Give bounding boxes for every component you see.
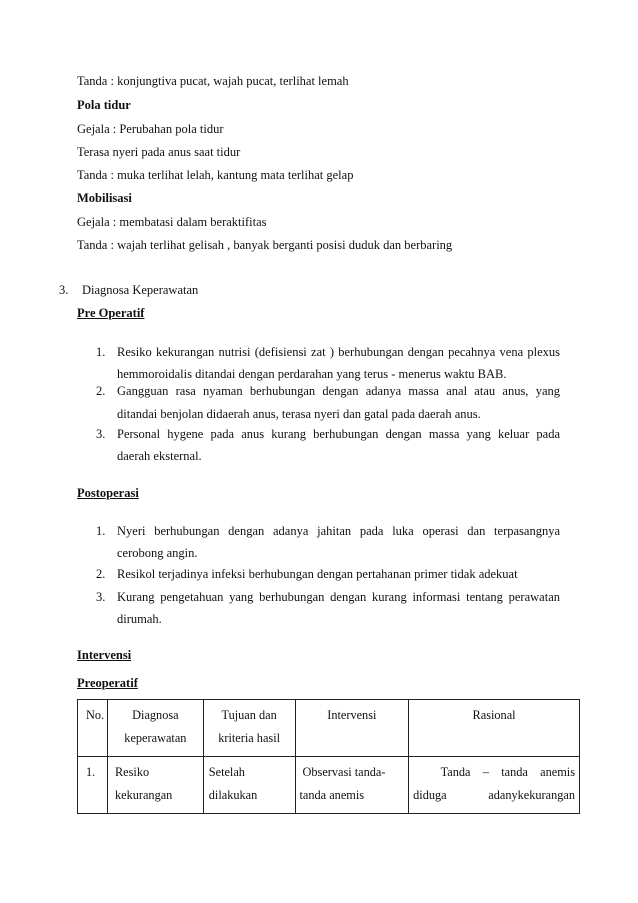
section-title: Diagnosa Keperawatan bbox=[82, 283, 199, 297]
header-no-label: No. bbox=[86, 708, 105, 722]
pre-item-3-line1: Personal hygene pada anus kurang berhubungan dengan massa yang keluar pada bbox=[117, 427, 560, 441]
row1-tujuan-line1: Setelah bbox=[208, 765, 245, 779]
pre-item-1-line1: Resiko kekurangan nutrisi (defisiensi zat ) berhubungan dengan pecahnya vena plexus bbox=[117, 345, 560, 359]
header-tujuan-line2: kriteria hasil bbox=[218, 731, 281, 745]
post-item-1-line1: Nyeri berhubungan dengan adanya jahitan pada luka operasi dan terpasangnya bbox=[117, 524, 560, 538]
pre-item-3-number: 3. bbox=[96, 427, 106, 441]
row1-rasional-line2-left: diduga bbox=[413, 788, 447, 802]
text-line-tanda-2: Tanda : muka terlihat lelah, kantung mata terlihat gelap bbox=[77, 168, 354, 182]
row1-diagnosa-line2: kekurangan bbox=[114, 788, 173, 802]
header-rasional bbox=[409, 700, 580, 757]
post-item-2-number: 2. bbox=[96, 567, 106, 581]
row1-intervensi bbox=[295, 757, 409, 814]
pre-item-2-line1: Gangguan rasa nyaman berhubungan dengan adanya massa anal atau anus, yang bbox=[117, 384, 560, 398]
heading-mobilisasi: Mobilisasi bbox=[77, 191, 132, 205]
row1-rasional bbox=[409, 757, 580, 814]
heading-preoperatif: Preoperatif bbox=[77, 676, 138, 690]
pre-item-2-line2: ditandai benjolan didaerah anus, terasa nyeri dan gatal pada daerah anus. bbox=[117, 407, 481, 421]
text-line-gejala-2: Gejala : membatasi dalam beraktifitas bbox=[77, 215, 267, 229]
row1-diagnosa-line1: Resiko bbox=[114, 765, 150, 779]
header-tujuan-line1: Tujuan dan bbox=[221, 708, 277, 722]
header-diagnosa-line1: Diagnosa bbox=[132, 708, 179, 722]
text-line-tanda-3: Tanda : wajah terlihat gelisah , banyak berganti posisi duduk dan berbaring bbox=[77, 238, 453, 252]
header-intervensi bbox=[295, 700, 409, 757]
row1-no-value: 1. bbox=[86, 765, 96, 779]
intervention-table bbox=[77, 699, 580, 814]
row1-rasional-line2 bbox=[413, 784, 575, 807]
header-rasional-label: Rasional bbox=[472, 708, 516, 722]
post-item-3-line2: dirumah. bbox=[117, 612, 162, 626]
heading-intervensi: Intervensi bbox=[77, 648, 132, 662]
post-item-1-line2: cerobong angin. bbox=[117, 546, 198, 560]
heading-pre-operatif: Pre Operatif bbox=[77, 306, 145, 320]
post-item-3-line1: Kurang pengetahuan yang berhubungan dengan kurang informasi tentang perawatan bbox=[117, 590, 560, 604]
header-intervensi-label: Intervensi bbox=[327, 708, 377, 722]
header-tujuan bbox=[203, 700, 295, 757]
pre-item-1-line2: hemmoroidalis ditandai dengan perdarahan yang terus - menerus waktu BAB. bbox=[117, 367, 507, 381]
text-line-tanda-1: Tanda : konjungtiva pucat, wajah pucat, terlihat lemah bbox=[77, 74, 349, 88]
row1-rasional-line1: Tanda – tanda anemis bbox=[440, 765, 575, 779]
pre-item-2-number: 2. bbox=[96, 384, 106, 398]
text-line-gejala-1: Gejala : Perubahan pola tidur bbox=[77, 122, 224, 136]
row1-intervensi-line2: tanda anemis bbox=[299, 788, 365, 802]
heading-postoperasi: Postoperasi bbox=[77, 486, 139, 500]
row1-diagnosa bbox=[107, 757, 203, 814]
header-no bbox=[78, 700, 108, 757]
pre-item-1-number: 1. bbox=[96, 345, 106, 359]
row1-tujuan bbox=[203, 757, 295, 814]
post-item-1-number: 1. bbox=[96, 524, 106, 538]
row1-no bbox=[78, 757, 108, 814]
header-diagnosa bbox=[107, 700, 203, 757]
header-diagnosa-line2: keperawatan bbox=[124, 731, 187, 745]
post-item-2-line1: Resikol terjadinya infeksi berhubungan dengan pertahanan primer tidak adekuat bbox=[117, 567, 518, 581]
table-row bbox=[78, 757, 580, 814]
section-number: 3. bbox=[59, 283, 69, 297]
heading-pola-tidur: Pola tidur bbox=[77, 98, 131, 112]
row1-tujuan-line2: dilakukan bbox=[208, 788, 258, 802]
row1-intervensi-line1: Observasi tanda- bbox=[302, 765, 386, 779]
table-header-row bbox=[78, 700, 580, 757]
row1-rasional-line2-right: adanykekurangan bbox=[488, 788, 575, 802]
text-line-terasa-nyeri: Terasa nyeri pada anus saat tidur bbox=[77, 145, 241, 159]
pre-item-3-line2: daerah eksternal. bbox=[117, 449, 202, 463]
post-item-3-number: 3. bbox=[96, 590, 106, 604]
